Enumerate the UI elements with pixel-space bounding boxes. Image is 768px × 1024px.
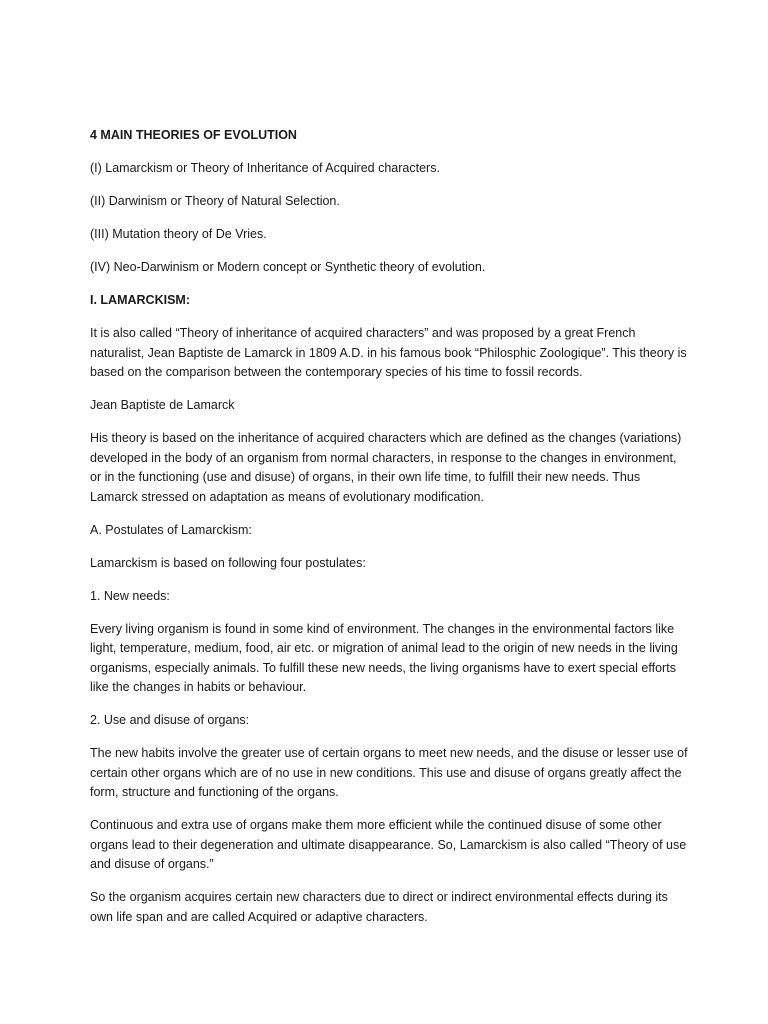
paragraph-postulates-intro: Lamarckism is based on following four postulates: <box>90 555 366 570</box>
document-title: 4 MAIN THEORIES OF EVOLUTION <box>90 128 297 142</box>
paragraph-intro: It is also called “Theory of inheritance of acquired characters” and was proposed by a great French naturalist, Jean Baptiste de Lamarck in 1809 A.D. in his famous book “Philosphic Zoologique”. This theory is based on the comparison between the contemporary species of his time to fossil records. <box>90 326 687 379</box>
subheading-postulates: A. Postulates of Lamarckism: <box>90 522 252 537</box>
subheading-use-disuse: 2. Use and disuse of organs: <box>90 713 250 727</box>
document-page <box>90 126 690 941</box>
paragraph-definition: His theory is based on the inheritance of acquired characters which are defined as the changes (variations) developed in the body of an organism from normal characters, in response to the changes in environment, or in the functioning (use and disuse) of organs, in their own life time, to fulfill their new needs. Thus Lamarck stressed on adaptation as means of evolutionary modification. <box>90 431 682 504</box>
paragraph-use-disuse: The new habits involve the greater use of certain organs to meet new needs, and the disuse or lesser use of certain other organs which are of no use in new conditions. This use and disuse of organs greatly affect the form, structure and functioning of the organs. <box>90 746 688 799</box>
theory-item-2: (II) Darwinism or Theory of Natural Selection. <box>90 194 340 208</box>
theory-item-1: (I) Lamarckism or Theory of Inheritance of Acquired characters. <box>90 161 440 175</box>
section-heading-lamarckism: I. LAMARCKISM: <box>90 293 190 307</box>
paragraph-acquired-characters: So the organism acquires certain new characters due to direct or indirect environmental effects during its own life span and are called Acquired or adaptive characters. <box>90 890 668 924</box>
paragraph-new-needs: Every living organism is found in some kind of environment. The changes in the environmental factors like light, temperature, medium, food, air etc. or migration of animal lead to the origin of new needs in the living organisms, especially animals. To fulfill these new needs, the living organisms have to exert special efforts like the changes in habits or behaviour. <box>90 621 678 694</box>
theory-item-4: (IV) Neo-Darwinism or Modern concept or Synthetic theory of evolution. <box>90 260 486 274</box>
paragraph-continuous-use: Continuous and extra use of organs make them more efficient while the continued disuse of some other organs lead to their degeneration and ultimate disappearance. So, Lamarckism is also called “Theory of use and disuse of organs.” <box>90 818 687 871</box>
paragraph-caption: Jean Baptiste de Lamarck <box>90 398 235 412</box>
theory-item-3: (III) Mutation theory of De Vries. <box>90 227 267 241</box>
subheading-new-needs: 1. New needs: <box>90 588 170 603</box>
